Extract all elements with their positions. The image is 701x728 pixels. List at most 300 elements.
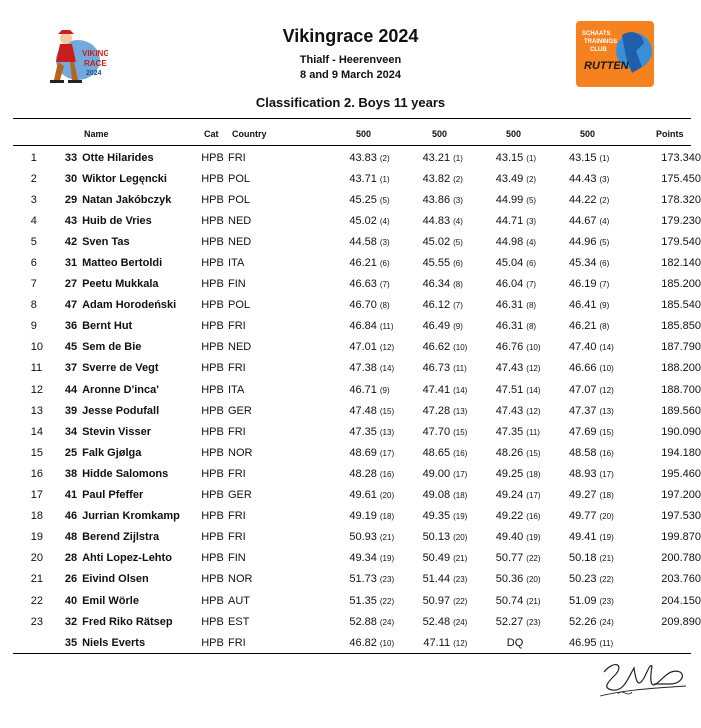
time-500-2	[404, 421, 477, 442]
time-value-1: 50.93	[349, 531, 377, 544]
distance-rank-2: (24)	[453, 617, 468, 627]
distance-rank-1: (11)	[379, 322, 394, 332]
time-value-1: 46.21	[349, 257, 377, 270]
time-value-2: 47.11	[423, 636, 451, 649]
time-500-3	[477, 421, 550, 442]
time-500-4	[550, 485, 623, 506]
distance-rank-3: (14)	[526, 385, 541, 395]
rank: 19	[30, 531, 43, 544]
svg-text:RACE: RACE	[84, 59, 107, 68]
time-value-3: 50.74	[495, 594, 524, 607]
skater-name: Aronne D'inca'	[82, 383, 159, 396]
time-500-2	[404, 189, 477, 210]
time-value-4: 52.26	[568, 615, 597, 628]
country: NOR	[228, 446, 253, 459]
points: 194.180	[661, 446, 701, 459]
skater-name: Fred Riko Rätsep	[82, 615, 173, 628]
country: FRI	[228, 636, 246, 649]
time-500-1	[331, 147, 404, 168]
distance-rank-4: (11)	[599, 638, 614, 648]
category: HPB	[201, 235, 224, 248]
points: 189.560	[661, 404, 701, 417]
points: 179.540	[661, 235, 701, 248]
time-value-4: 46.19	[568, 278, 597, 291]
distance-rank-3: (21)	[526, 596, 541, 606]
rank-cell	[0, 400, 51, 421]
time-value-3: 43.15	[495, 151, 524, 164]
time-500-1	[331, 485, 404, 506]
rank: 1	[30, 151, 37, 164]
start-number: 43	[64, 214, 78, 227]
start-number: 34	[64, 425, 78, 438]
time-500-2	[404, 548, 477, 569]
country: NOR	[228, 573, 253, 586]
time-value-4: 49.41	[568, 531, 597, 544]
time-500-2	[404, 569, 477, 590]
rank-cell	[0, 358, 51, 379]
time-value-1: 43.83	[349, 151, 377, 164]
rank-cell	[0, 231, 51, 252]
header-500-2: 500	[432, 129, 448, 139]
distance-rank-2: (14)	[453, 385, 468, 395]
category: HPB	[201, 425, 224, 438]
time-value-2: 43.82	[422, 172, 451, 185]
start-number: 29	[64, 193, 78, 206]
time-500-4	[550, 421, 623, 442]
time-value-1: 49.19	[349, 510, 377, 523]
points: 175.450	[661, 172, 701, 185]
distance-rank-4: (3)	[599, 174, 610, 184]
distance-rank-2: (15)	[453, 427, 468, 437]
classification-title: Classification 2. Boys 11 years	[255, 95, 446, 110]
header-500-4: 500	[580, 129, 596, 139]
distance-rank-2: (17)	[453, 469, 468, 479]
country: EST	[228, 615, 250, 628]
distance-rank-1: (4)	[379, 216, 390, 226]
distance-rank-4: (18)	[599, 491, 614, 501]
points: 199.870	[661, 531, 701, 544]
rank: 15	[30, 446, 43, 459]
skater-name: Otte Hilarides	[82, 151, 154, 164]
rank-cell	[0, 548, 51, 569]
distance-rank-4: (14)	[599, 343, 614, 353]
time-500-1	[331, 632, 404, 653]
time-500-3	[477, 527, 550, 548]
distance-rank-1: (6)	[379, 259, 390, 269]
rank-cell	[0, 463, 51, 484]
svg-text:CLUB: CLUB	[590, 47, 607, 53]
country: NED	[228, 235, 252, 248]
table-row	[0, 569, 701, 590]
distance-rank-1: (23)	[379, 575, 395, 585]
points: 188.200	[661, 362, 701, 375]
time-value-1: 48.28	[349, 467, 377, 480]
header-name: Name	[84, 129, 109, 139]
time-500-4	[550, 527, 623, 548]
time-value-1: 47.35	[349, 425, 377, 438]
category: HPB	[201, 383, 224, 396]
time-500-3	[477, 274, 550, 295]
distance-rank-3: (2)	[526, 174, 537, 184]
distance-rank-3: (22)	[526, 554, 541, 564]
start-number: 41	[64, 489, 78, 502]
table-row	[0, 358, 701, 379]
header-500-3: 500	[506, 129, 522, 139]
skater-name: Paul Pfeffer	[82, 489, 144, 502]
event-venue: Thialf - Heerenveen	[299, 54, 402, 66]
time-500-3	[477, 400, 550, 421]
skater-name: Sverre de Vegt	[82, 362, 159, 375]
start-number: 44	[64, 383, 78, 396]
distance-rank-1: (5)	[379, 195, 390, 205]
time-500-2	[404, 400, 477, 421]
time-500-4	[550, 506, 623, 527]
table-row	[0, 274, 701, 295]
time-500-4	[550, 400, 623, 421]
time-500-4	[550, 463, 623, 484]
category: HPB	[201, 151, 224, 164]
distance-rank-3: (16)	[526, 512, 541, 522]
table-row	[0, 485, 701, 506]
time-500-1	[331, 569, 404, 590]
time-value-1: 51.73	[349, 573, 377, 586]
country: ITA	[228, 383, 245, 396]
start-number: 40	[64, 594, 78, 607]
time-500-1	[331, 527, 404, 548]
time-500-4	[550, 316, 623, 337]
time-value-3: DQ	[506, 636, 524, 649]
time-500-1	[331, 316, 404, 337]
distance-rank-2: (19)	[453, 512, 468, 522]
time-value-2: 50.49	[422, 552, 451, 565]
time-value-2: 44.83	[422, 214, 451, 227]
time-500-3	[477, 463, 550, 484]
distance-rank-4: (1)	[599, 153, 610, 163]
time-value-4: 49.27	[568, 489, 597, 502]
distance-rank-3: (5)	[526, 195, 537, 205]
distance-rank-3: (12)	[526, 364, 541, 374]
skater-name: Sem de Bie	[82, 341, 142, 354]
points: 185.200	[661, 278, 701, 291]
distance-rank-4: (20)	[599, 512, 614, 522]
table-row	[0, 611, 701, 632]
distance-rank-4: (23)	[599, 596, 614, 606]
rank-cell	[0, 590, 51, 611]
distance-rank-2: (10)	[453, 343, 468, 353]
time-value-4: 50.18	[568, 552, 597, 565]
time-500-1	[331, 358, 404, 379]
country: FRI	[228, 531, 246, 544]
time-500-3	[477, 210, 550, 231]
time-value-1: 45.25	[349, 193, 377, 206]
start-number: 46	[64, 510, 78, 523]
table-row	[0, 442, 701, 463]
table-row	[0, 506, 701, 527]
time-500-2	[404, 442, 477, 463]
rank: 16	[30, 467, 43, 480]
country: FIN	[228, 278, 246, 291]
start-number: 35	[64, 636, 78, 649]
points: 185.850	[661, 320, 701, 333]
country: FRI	[228, 362, 246, 375]
rank: 9	[30, 320, 37, 333]
points: 190.090	[661, 425, 701, 438]
time-500-4	[550, 632, 623, 653]
distance-rank-2: (22)	[453, 596, 468, 606]
time-value-4: 50.23	[568, 573, 597, 586]
time-value-3: 50.77	[495, 552, 524, 565]
time-500-4	[550, 442, 623, 463]
points: 197.200	[661, 489, 701, 502]
country: GER	[228, 489, 252, 502]
time-value-4: 44.43	[568, 172, 597, 185]
distance-rank-4: (16)	[599, 448, 614, 458]
time-500-3	[477, 358, 550, 379]
time-value-2: 47.70	[422, 425, 451, 438]
distance-rank-1: (18)	[379, 512, 395, 522]
distance-rank-2: (7)	[453, 301, 463, 311]
time-value-2: 43.21	[422, 151, 451, 164]
rank-cell	[0, 295, 51, 316]
time-500-3	[477, 485, 550, 506]
time-500-3	[477, 295, 550, 316]
distance-rank-2: (9)	[453, 322, 463, 332]
category: HPB	[201, 172, 224, 185]
table-row	[0, 231, 701, 252]
time-500-4	[550, 274, 623, 295]
svg-text:VIKING: VIKING	[82, 49, 108, 58]
points: 187.790	[661, 341, 701, 354]
time-value-4: 46.41	[568, 299, 597, 312]
table-row	[0, 316, 701, 337]
time-500-3	[477, 590, 550, 611]
start-number: 36	[64, 320, 78, 333]
distance-rank-4: (9)	[599, 301, 610, 311]
time-value-1: 51.35	[349, 594, 377, 607]
time-value-3: 44.71	[495, 214, 524, 227]
start-number: 31	[64, 257, 78, 270]
time-500-2	[404, 274, 477, 295]
distance-rank-2: (13)	[453, 406, 468, 416]
time-500-3	[477, 147, 550, 168]
time-value-2: 46.62	[422, 341, 451, 354]
skater-name: Peetu Mukkala	[82, 278, 159, 291]
country: FRI	[228, 425, 246, 438]
time-value-1: 46.71	[349, 383, 377, 396]
rank: 20	[30, 552, 43, 565]
table-row	[0, 463, 701, 484]
time-value-3: 47.51	[495, 383, 524, 396]
points: 173.340	[661, 151, 701, 164]
time-value-1: 43.71	[349, 172, 377, 185]
distance-rank-1: (3)	[379, 237, 390, 247]
skater-name: Falk Gjølga	[82, 446, 142, 459]
distance-rank-4: (13)	[599, 406, 614, 416]
time-value-3: 43.49	[495, 172, 524, 185]
time-value-4: 44.22	[568, 193, 597, 206]
distance-rank-1: (14)	[379, 364, 395, 374]
time-500-4	[550, 611, 623, 632]
distance-rank-1: (2)	[379, 153, 390, 163]
distance-rank-4: (15)	[599, 427, 614, 437]
distance-rank-1: (1)	[379, 174, 390, 184]
table-row	[0, 379, 701, 400]
distance-rank-2: (8)	[453, 280, 463, 290]
skater-name: Bernt Hut	[82, 320, 133, 333]
start-number: 45	[64, 341, 78, 354]
rank-cell	[0, 611, 51, 632]
distance-rank-2: (3)	[453, 195, 463, 205]
svg-text:SCHAATS: SCHAATS	[582, 31, 611, 37]
category: HPB	[201, 299, 224, 312]
time-500-2	[404, 463, 477, 484]
time-value-1: 52.88	[349, 615, 377, 628]
distance-rank-1: (21)	[379, 533, 395, 543]
distance-rank-3: (15)	[526, 448, 541, 458]
skating-club-logo	[576, 21, 654, 87]
category: HPB	[201, 552, 224, 565]
time-value-4: 43.15	[568, 151, 597, 164]
distance-rank-1: (15)	[379, 406, 395, 416]
skater-name: Eivind Olsen	[82, 573, 149, 586]
header-points: Points	[656, 129, 684, 139]
time-value-3: 46.31	[495, 299, 524, 312]
header-country: Country	[232, 129, 267, 139]
category: HPB	[201, 214, 224, 227]
distance-rank-4: (5)	[599, 237, 610, 247]
column-headers	[0, 129, 701, 141]
time-value-3: 49.40	[495, 531, 524, 544]
points: 197.530	[661, 510, 701, 523]
time-value-4: 48.93	[568, 467, 597, 480]
rank-cell	[0, 252, 51, 273]
distance-rank-1: (8)	[379, 301, 390, 311]
time-500-1	[331, 189, 404, 210]
distance-rank-1: (22)	[379, 596, 395, 606]
points: 188.700	[661, 383, 701, 396]
time-500-4	[550, 252, 623, 273]
time-500-2	[404, 337, 477, 358]
time-500-4	[550, 147, 623, 168]
country: FIN	[228, 552, 246, 565]
skater-name: Niels Everts	[82, 636, 146, 649]
time-value-1: 46.84	[349, 320, 377, 333]
distance-rank-3: (20)	[526, 575, 541, 585]
time-500-2	[404, 252, 477, 273]
start-number: 48	[64, 531, 78, 544]
time-value-2: 46.49	[422, 320, 451, 333]
time-value-2: 52.48	[422, 615, 451, 628]
time-500-2	[404, 590, 477, 611]
country: POL	[228, 172, 251, 185]
time-value-4: 51.09	[568, 594, 597, 607]
time-500-1	[331, 210, 404, 231]
table-row	[0, 400, 701, 421]
distance-rank-3: (7)	[526, 280, 537, 290]
time-500-3	[477, 189, 550, 210]
table-row	[0, 147, 701, 168]
time-value-1: 49.34	[349, 552, 377, 565]
distance-rank-4: (22)	[599, 575, 614, 585]
distance-rank-4: (12)	[599, 385, 614, 395]
distance-rank-3: (18)	[526, 469, 541, 479]
distance-rank-4: (6)	[599, 259, 610, 269]
time-500-2	[404, 611, 477, 632]
svg-text:TRAININGS: TRAININGS	[584, 39, 617, 45]
rank: 5	[30, 235, 37, 248]
svg-text:RUTTEN: RUTTEN	[584, 60, 629, 72]
rank: 4	[30, 214, 37, 227]
skater-name: Adam Horodeński	[82, 299, 177, 312]
start-number: 27	[64, 278, 78, 291]
time-500-3	[477, 316, 550, 337]
distance-rank-3: (1)	[526, 153, 537, 163]
table-row	[0, 548, 701, 569]
event-title: Vikingrace 2024	[282, 26, 419, 46]
country: NED	[228, 214, 252, 227]
time-value-2: 46.12	[422, 299, 451, 312]
distance-rank-3: (8)	[526, 301, 537, 311]
skater-name: Emil Wörle	[82, 594, 139, 607]
start-number: 32	[64, 615, 78, 628]
category: HPB	[201, 404, 224, 417]
skater-name: Sven Tas	[82, 235, 130, 248]
time-value-4: 48.58	[568, 446, 597, 459]
time-value-3: 45.04	[495, 257, 524, 270]
distance-rank-3: (11)	[526, 427, 540, 437]
time-500-3	[477, 569, 550, 590]
time-value-1: 49.61	[349, 489, 377, 502]
time-value-4: 44.67	[568, 214, 597, 227]
time-500-3	[477, 231, 550, 252]
time-value-4: 47.07	[568, 383, 597, 396]
distance-rank-3: (17)	[526, 491, 541, 501]
start-number: 33	[64, 151, 78, 164]
skater-name: Wiktor Legęncki	[82, 172, 167, 185]
category: HPB	[201, 446, 224, 459]
time-500-1	[331, 400, 404, 421]
rank: 23	[30, 615, 43, 628]
skater-name: Matteo Bertoldi	[82, 257, 163, 270]
start-number: 26	[64, 573, 78, 586]
time-value-4: 47.69	[568, 425, 597, 438]
time-500-4	[550, 168, 623, 189]
table-row	[0, 252, 701, 273]
time-500-1	[331, 506, 404, 527]
distance-rank-1: (19)	[379, 554, 395, 564]
time-value-1: 47.01	[349, 341, 377, 354]
time-500-4	[550, 569, 623, 590]
time-500-1	[331, 168, 404, 189]
points: 195.460	[661, 467, 701, 480]
time-value-1: 46.63	[349, 278, 377, 291]
country: NED	[228, 341, 252, 354]
time-value-2: 49.00	[422, 467, 451, 480]
rank: 10	[30, 341, 43, 354]
rank: 6	[30, 257, 37, 270]
skater-name: Jesse Podufall	[82, 404, 160, 417]
time-value-3: 44.98	[495, 235, 524, 248]
time-500-2	[404, 506, 477, 527]
rank-cell	[0, 506, 51, 527]
time-500-4	[550, 590, 623, 611]
rank-cell	[0, 421, 51, 442]
country: ITA	[228, 257, 245, 270]
time-500-3	[477, 548, 550, 569]
country: FRI	[228, 510, 246, 523]
distance-rank-2: (2)	[453, 174, 463, 184]
category: HPB	[201, 573, 224, 586]
